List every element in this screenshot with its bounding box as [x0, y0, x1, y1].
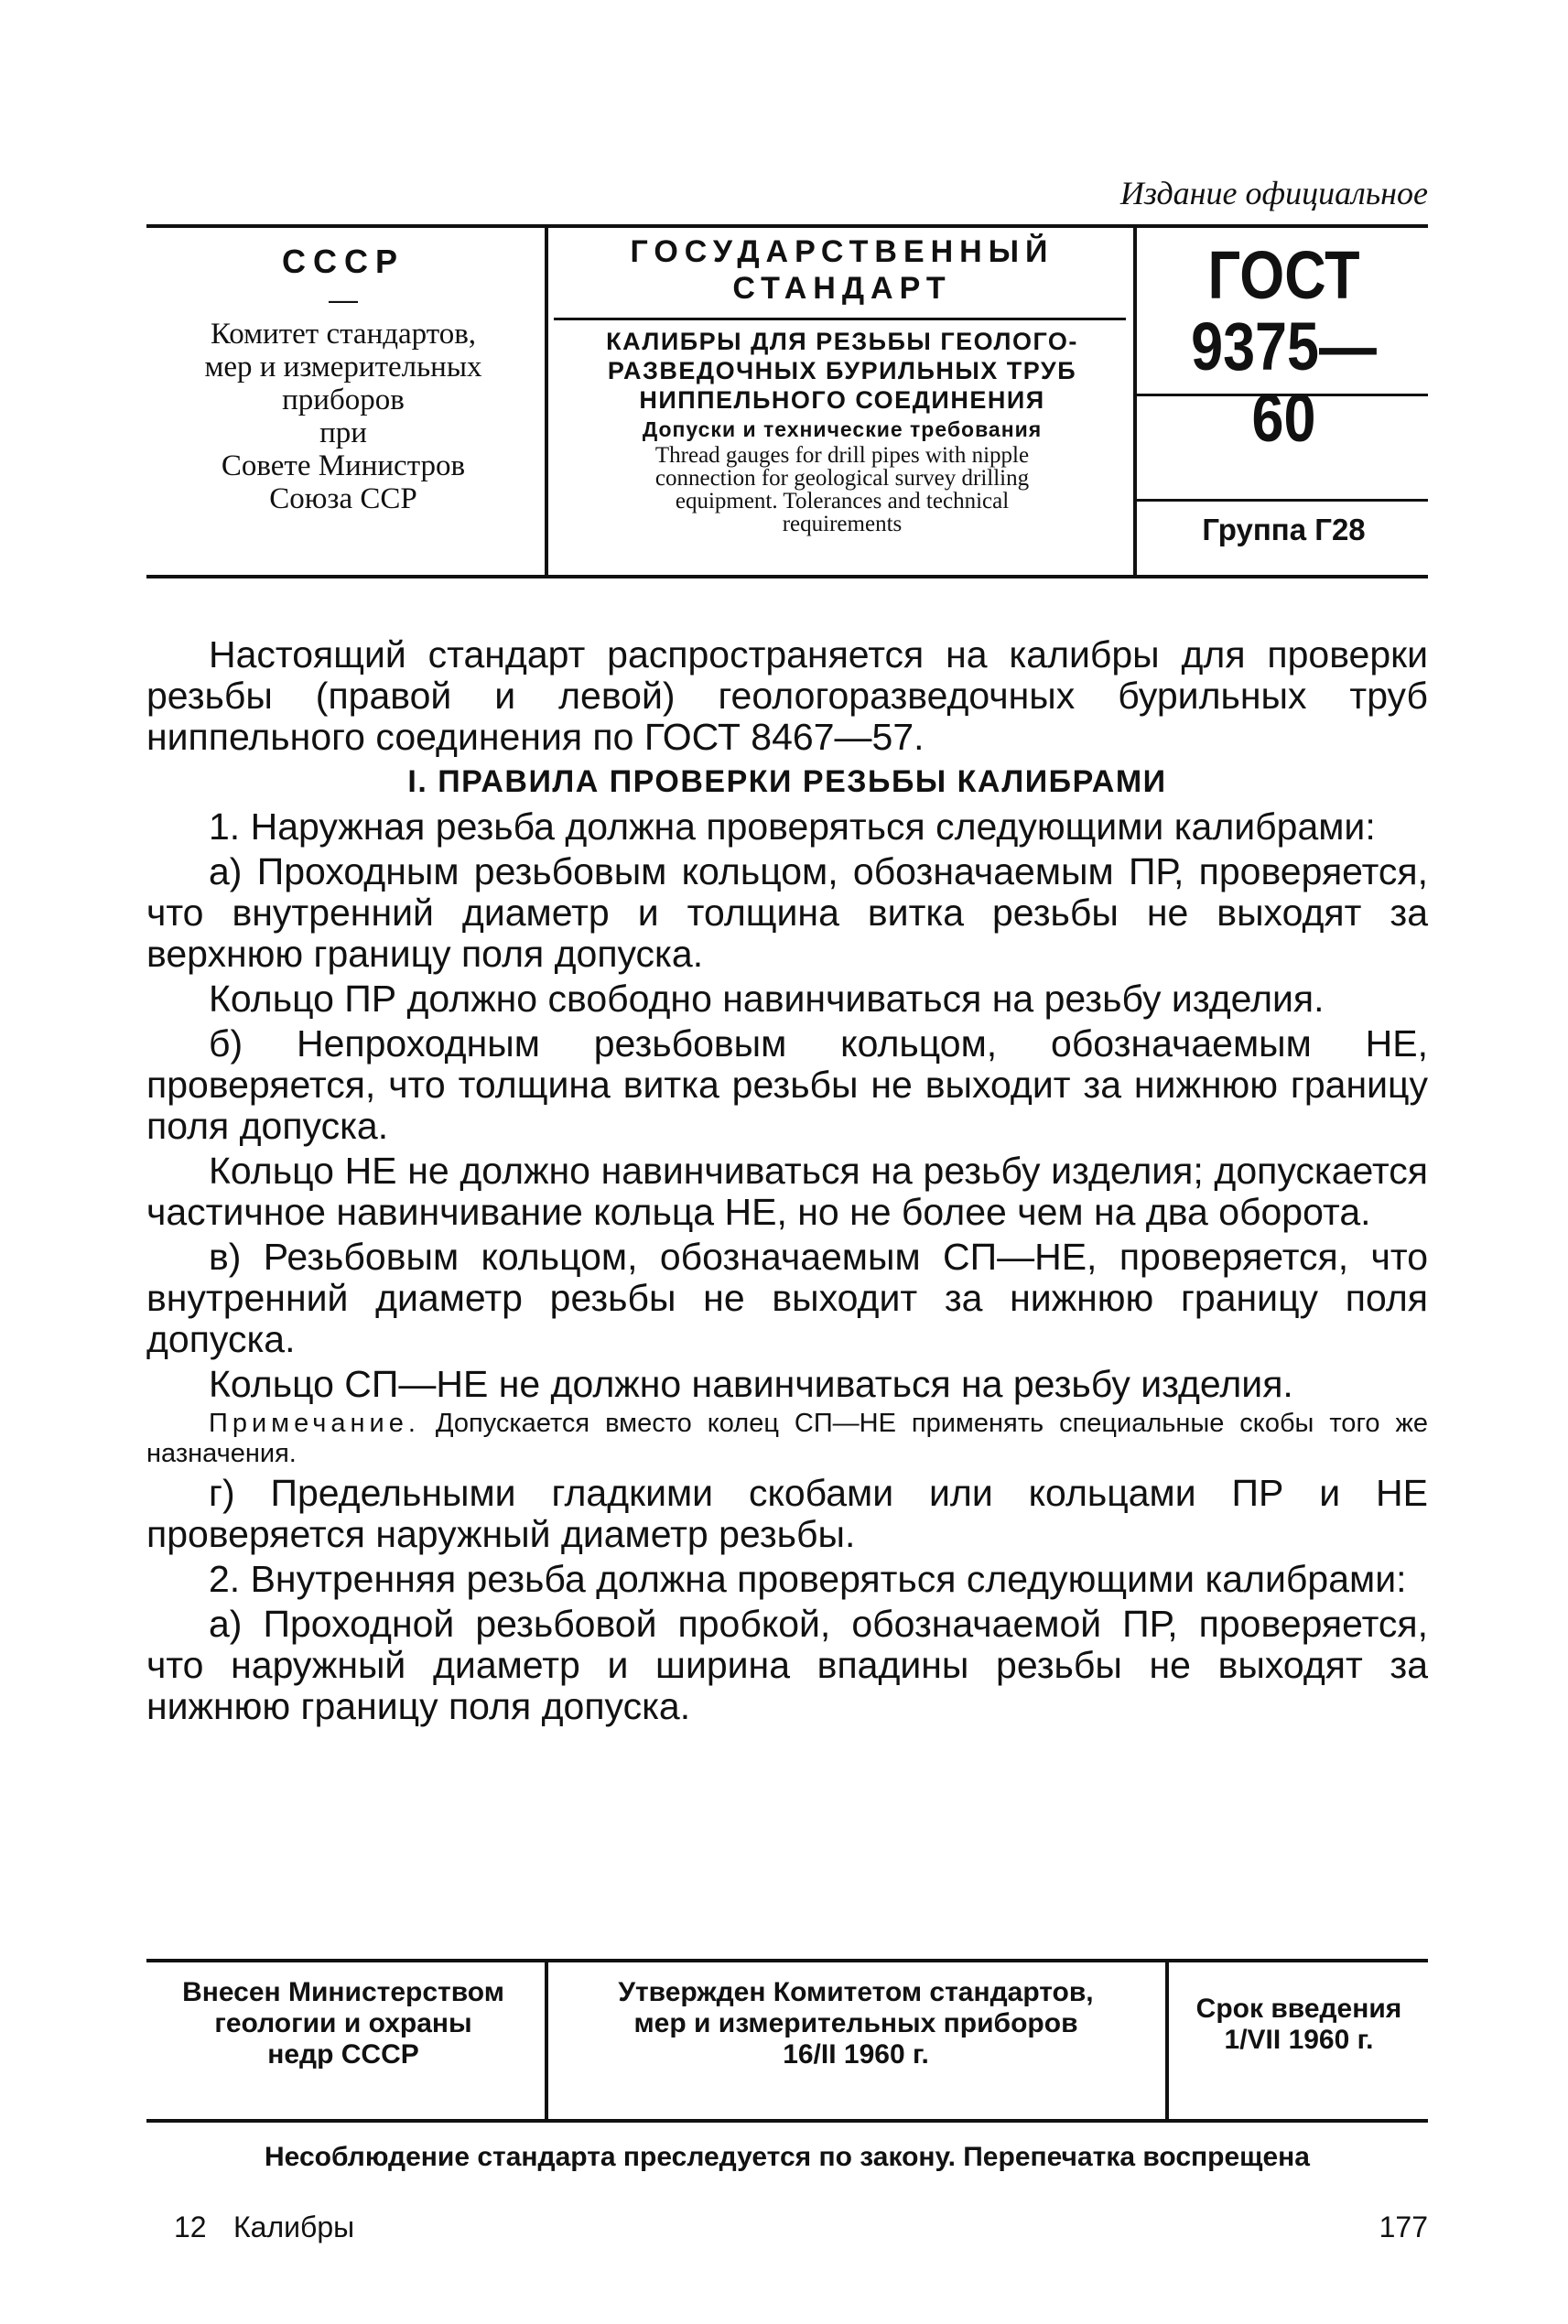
paragraph-1a: а) Проходным резьбовым кольцом, обозначаемым ПР, проверяется, что внутренний диаметр и толщина витка резьбы не выходят за верхнюю границу поля допуска. [146, 850, 1428, 975]
introduced-line: геологии и охраны [214, 2008, 472, 2038]
committee-line: Союза ССР [269, 482, 417, 515]
paragraph-1a-ring: Кольцо ПР должно свободно навинчиваться на резьбу изделия. [209, 978, 1325, 1020]
effective-date [1170, 1994, 1428, 2056]
issuer-block [146, 243, 540, 515]
paragraph-1b: б) Непроходным резьбовым кольцом, обозначаемым НЕ, проверяется, что толщина витка резьбы не выходит за нижнюю границу поля допуска. [146, 1022, 1428, 1147]
gost-number: 9375—60 [1191, 308, 1377, 456]
reprint-warning: Несоблюдение стандарта преследуется по закону. Перепечатка воспрещена [265, 2142, 1310, 2172]
state-standard-line: СТАНДАРТ [732, 271, 952, 306]
paragraph-1b-ring: Кольцо НЕ не должно навинчиваться на резьбу изделия; допускается частичное навинчивание кольца НЕ, но не более чем на два оборота. [146, 1150, 1428, 1233]
title-en-line: Thread gauges for drill pipes with nipple [654, 443, 1030, 468]
paragraph-2a: а) Проходной резьбовой пробкой, обозначаемой ПР, проверяется, что наружный диаметр и ширина впадины резьбы не выходят за нижнюю границу поля допуска. [146, 1603, 1428, 1727]
gost-label: ГОСТ [1207, 237, 1360, 313]
paragraph-1v: в) Резьбовым кольцом, обозначаемым СП—НЕ, проверяется, что внутренний диаметр резьбы не выходит за нижнюю границу поля допуска. [146, 1236, 1428, 1360]
signature-mark: 12 [174, 2211, 207, 2243]
standard-title-block [554, 233, 1130, 535]
introduced-line: Внесен Министерством [182, 1977, 504, 2007]
dash-separator: — [329, 283, 358, 316]
paragraph-2: 2. Внутренняя резьба должна проверяться следующими калибрами: [209, 1558, 1407, 1600]
introduced-line: недр СССР [267, 2039, 419, 2070]
note-label: Примечание. [209, 1409, 420, 1438]
header-divider-left [545, 228, 548, 575]
approved-line: Утвержден Комитетом стандартов, [618, 1977, 1094, 2007]
paragraph-1g: г) Предельными гладкими скобами или кольцами ПР и НЕ проверяется наружный диаметр резьбы. [146, 1472, 1428, 1555]
footer-divider-left [545, 1962, 548, 2119]
committee-line: Совете Министров [221, 449, 466, 482]
country-label: СССР [281, 243, 405, 280]
group-label: Группа Г28 [1202, 513, 1366, 546]
approved-line: мер и измерительных приборов [633, 2008, 1078, 2038]
section-name: Калибры [233, 2211, 355, 2243]
edition-label: Издание официальное [1119, 175, 1428, 211]
intro-paragraph: Настоящий стандарт распространяется на калибры для проверки резьбы (правой и левой) геологоразведочных бурильных труб ниппельного соединения по ГОСТ 8467—57. [146, 633, 1428, 758]
footer-bottom-rule [146, 2119, 1428, 2123]
introduced-by [146, 1977, 540, 2070]
footer-divider-right [1165, 1962, 1169, 2119]
title-en [554, 444, 1130, 535]
note [146, 1409, 1428, 1469]
section-title: I. ПРАВИЛА ПРОВЕРКИ РЕЗЬБЫ КАЛИБРАМИ [407, 764, 1167, 799]
body-text [146, 634, 1428, 1731]
title-ru-line: РАЗВЕДОЧНЫХ БУРИЛЬНЫХ ТРУБ [607, 357, 1077, 384]
approved-by [549, 1977, 1162, 2070]
title-ru-line: КАЛИБРЫ ДЛЯ РЕЗЬБЫ ГЕОЛОГО- [606, 328, 1078, 355]
committee-line: мер и измерительных [204, 351, 482, 384]
effective-line: Срок введения [1195, 1994, 1402, 2024]
title-en-line: connection for geological survey drilling [654, 466, 1030, 491]
page-number: 177 [1379, 2211, 1428, 2243]
gost-separator-2 [1137, 499, 1428, 502]
state-standard-line: ГОСУДАРСТВЕННЫЙ [630, 234, 1054, 269]
title-en-line: equipment. Tolerances and technical [675, 489, 1010, 513]
paragraph-1: 1. Наружная резьба должна проверяться следующими калибрами: [209, 805, 1376, 848]
note-text: Допускается вместо колец СП—НЕ применять специальные скобы того же назначения. [146, 1409, 1428, 1468]
committee-line: при [319, 416, 367, 449]
committee-line: Комитет стандартов, [210, 318, 477, 351]
approved-line: 16/II 1960 г. [783, 2039, 929, 2070]
subtitle-ru: Допуски и технические требования [642, 417, 1043, 441]
header-divider-right [1133, 228, 1137, 575]
effective-line: 1/VII 1960 г. [1224, 2025, 1374, 2055]
paragraph-1v-ring: Кольцо СП—НЕ не должно навинчиваться на резьбу изделия. [209, 1363, 1293, 1405]
header-bottom-rule [146, 575, 1428, 578]
header-top-rule [146, 224, 1428, 228]
footer-top-rule [146, 1959, 1428, 1962]
title-en-line: requirements [782, 512, 903, 536]
title-ru-line: НИППЕЛЬНОГО СОЕДИНЕНИЯ [639, 386, 1045, 414]
committee-line: приборов [282, 384, 405, 416]
title-ru [554, 327, 1130, 415]
